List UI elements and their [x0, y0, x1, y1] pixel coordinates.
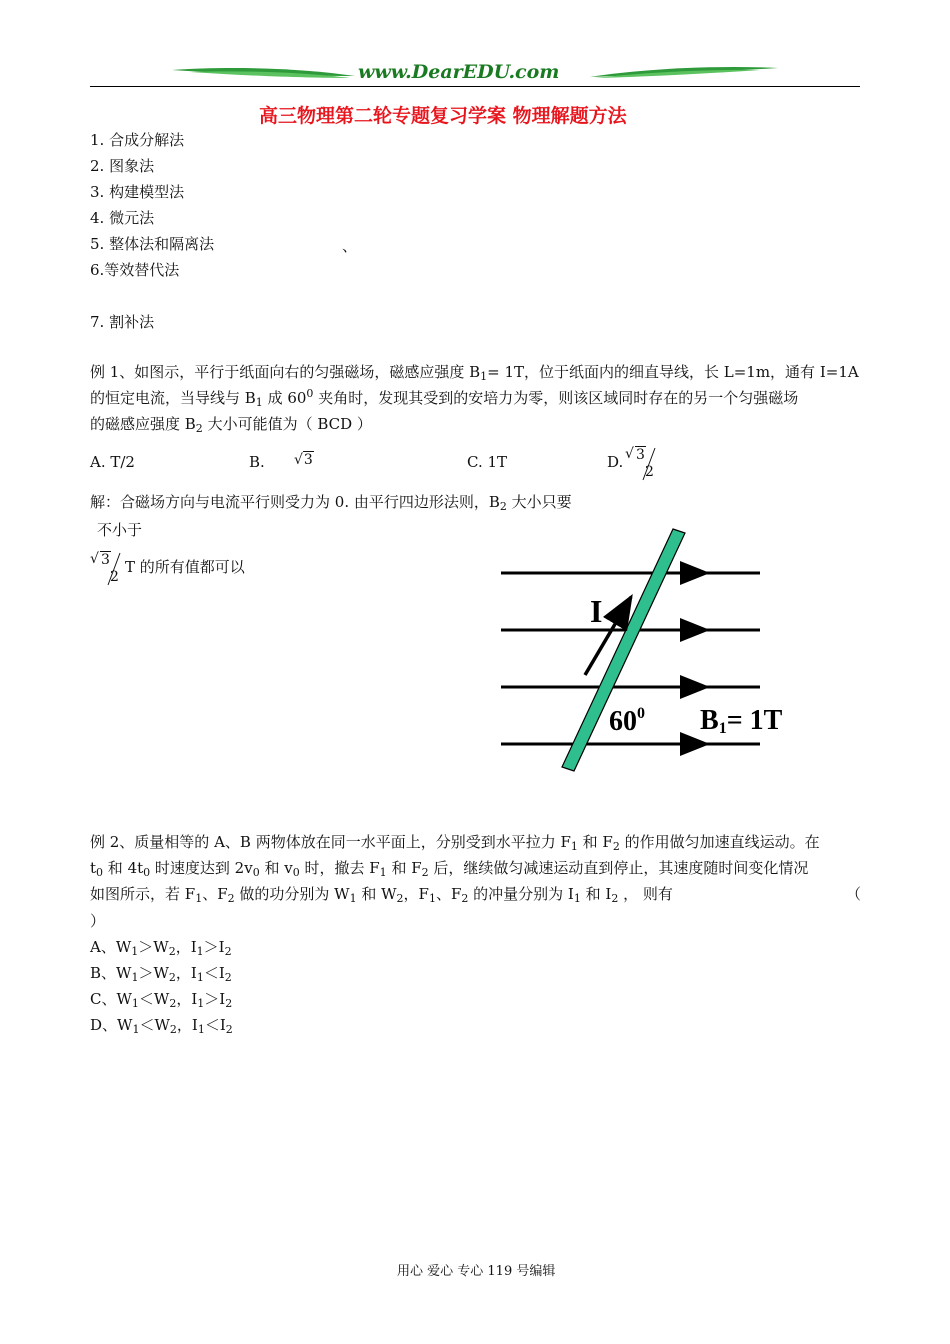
header-rule	[90, 86, 860, 87]
angle-label: $60^0$	[609, 705, 645, 737]
list-item: 5. 整体法和隔离法	[90, 235, 215, 253]
option-d-label: D.	[607, 453, 624, 471]
page-footer: 用心 爱心 专心 119 号编辑	[397, 1264, 556, 1279]
solution-line3: T 的所有值都可以	[125, 558, 245, 576]
option-b-sqrt: √3	[294, 452, 313, 468]
option-a: A. T/2	[90, 453, 135, 471]
example2-open-paren: （	[846, 885, 862, 903]
example1-line1: 例 1、如图示，平行于纸面向右的匀强磁场，磁感应强度 $B_1= 1T$，位于纸面内的细直导线，长 L=1m，通有 I=1A	[90, 363, 859, 383]
example2-line2: $t_0$ 和 $4t_0$ 时速度达到 $2v_0$ 和 $v_0$ 时，撤去 $F_1$ 和 $F_2$ 后，继续做匀减速运动直到停止，其速度随时间变化情况	[90, 859, 809, 879]
example1-line2: 的恒定电流，当导线与 $B_1$ 成 $60^0$ 夹角时，发现其受到的安培力为零，则该区域同时存在的另一个匀强磁场	[90, 387, 799, 409]
list-item: 4. 微元法	[90, 209, 155, 227]
list-item: 1. 合成分解法	[90, 131, 185, 149]
example2-close-paren: ）	[90, 912, 106, 930]
solution-line2: 不小于	[97, 521, 143, 539]
option-c: C. 1T	[467, 453, 508, 471]
magnetic-field-figure	[495, 525, 783, 775]
ex2-option: A、$W_1>W_2$，$I_1>I_2$	[90, 938, 232, 958]
header-logo	[170, 60, 780, 88]
current-label: I	[590, 593, 603, 629]
ex2-option: B、$W_1>W_2$，$I_1<I_2$	[90, 964, 232, 984]
example1-line3: 的磁感应强度 $B_2$ 大小可能值为（ BCD ）	[90, 415, 372, 435]
option-d-fraction: √ 3 2	[625, 444, 659, 484]
list-item: 2. 图象法	[90, 157, 155, 175]
list-item: 7. 割补法	[90, 313, 155, 331]
ex2-option: D、$W_1<W_2$，$I_1<I_2$	[90, 1016, 233, 1036]
trailing-mark: 、	[342, 237, 358, 255]
field-label: $B_1= 1T$	[700, 705, 783, 737]
page-title: 高三物理第二轮专题复习学案 物理解题方法	[259, 105, 627, 127]
example2-line3: 如图所示，若 $F_1$、$F_2$ 做的功分别为 $W_1$ 和 $W_2$，$F_1$、$F_2$ 的冲量分别为 $I_1$ 和 $I_2$ ， 则有	[90, 885, 673, 905]
example2-line1: 例 2、质量相等的 A、B 两物体放在同一水平面上，分别受到水平拉力 $F_1$ 和 $F_2$ 的作用做匀加速直线运动。在	[90, 833, 820, 853]
solution-line1: 解：合磁场方向与电流平行则受力为 0. 由平行四边形法则，$B_2$ 大小只要	[90, 493, 572, 513]
option-b-label: B.	[249, 453, 265, 471]
sqrt-icon: √	[625, 446, 634, 462]
list-item: 3. 构建模型法	[90, 183, 185, 201]
sqrt-icon: √	[294, 452, 303, 468]
solution-fraction: √ 3 2	[90, 547, 124, 587]
ex2-option: C、$W_1<W_2$，$I_1>I_2$	[90, 990, 233, 1010]
list-item: 6.等效替代法	[90, 261, 180, 279]
sqrt-icon: √	[90, 551, 99, 567]
site-name: www.DearEDU.com	[358, 61, 560, 83]
